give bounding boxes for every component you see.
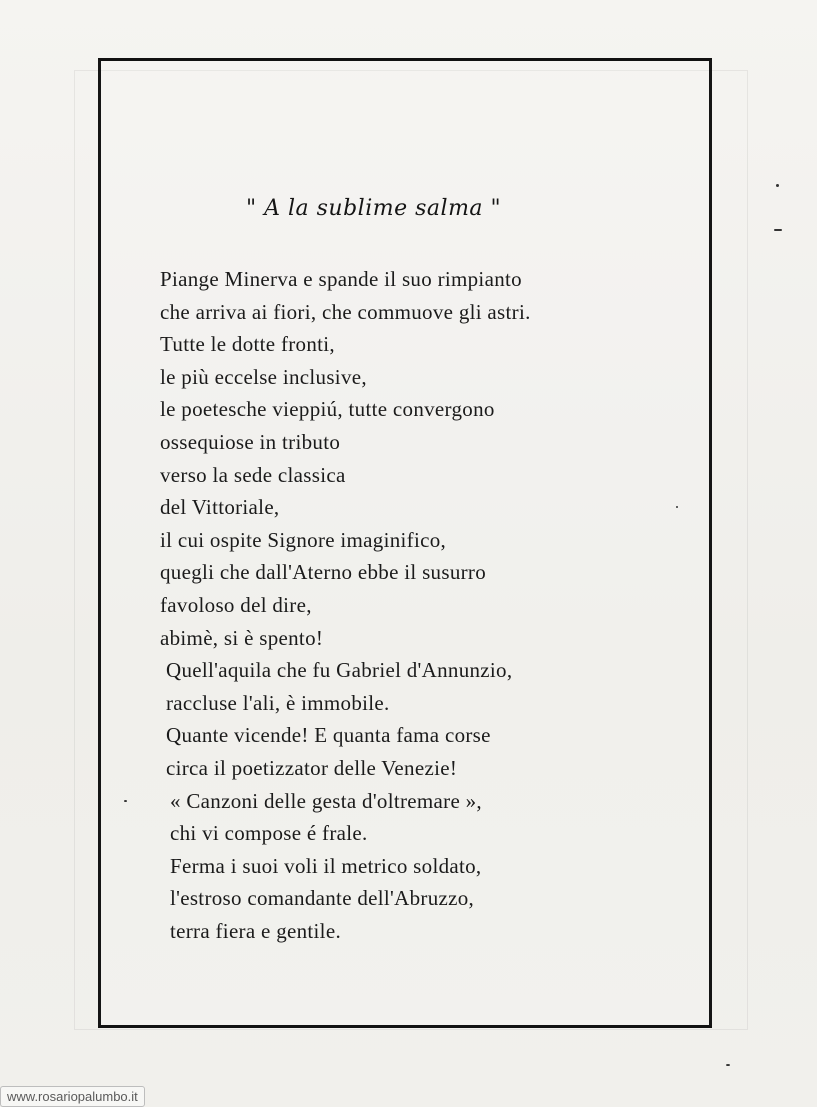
site-watermark: www.rosariopalumbo.it	[0, 1086, 145, 1107]
verse-line: le poetesche vieppiú, tutte convergono	[160, 397, 495, 422]
verse-line: raccluse l'ali, è immobile.	[166, 690, 390, 715]
verse-line: favoloso del dire,	[160, 592, 312, 617]
scan-speck	[774, 229, 782, 231]
verse-line: terra fiera e gentile.	[170, 918, 341, 943]
verse-line: « Canzoni delle gesta d'oltremare »,	[170, 788, 482, 813]
verse-line: le più eccelse inclusive,	[160, 364, 367, 389]
verse-line: Tutte le dotte fronti,	[160, 332, 335, 357]
verse-line: il cui ospite Signore imaginifico,	[160, 527, 447, 552]
scan-speck	[676, 506, 678, 508]
poem-title: " A la sublime salma "	[246, 196, 502, 221]
verse-line: verso la sede classica	[160, 462, 346, 487]
scan-speck	[776, 184, 779, 187]
verse-line: Ferma i suoi voli il metrico soldato,	[170, 853, 482, 878]
poem-verses	[160, 263, 680, 947]
verse-line: del Vittoriale,	[160, 495, 280, 520]
verse-line: chi vi compose é frale.	[170, 821, 368, 846]
verse-line: circa il poetizzator delle Venezie!	[166, 755, 458, 780]
scan-speck	[124, 800, 127, 802]
verse-line: quegli che dall'Aterno ebbe il susurro	[160, 560, 487, 585]
verse-line: Quell'aquila che fu Gabriel d'Annunzio,	[166, 658, 513, 683]
verse-line: ossequiose in tributo	[160, 429, 341, 454]
verse-line: che arriva ai fiori, che commuove gli astri.	[160, 299, 531, 324]
verse-line: Piange Minerva e spande il suo rimpianto	[160, 267, 522, 291]
verse-line: abimè, si è spento!	[160, 625, 324, 650]
verse-line: Quante vicende! E quanta fama corse	[166, 723, 491, 748]
verse-line: l'estroso comandante dell'Abruzzo,	[170, 886, 475, 911]
scan-speck	[726, 1064, 730, 1066]
